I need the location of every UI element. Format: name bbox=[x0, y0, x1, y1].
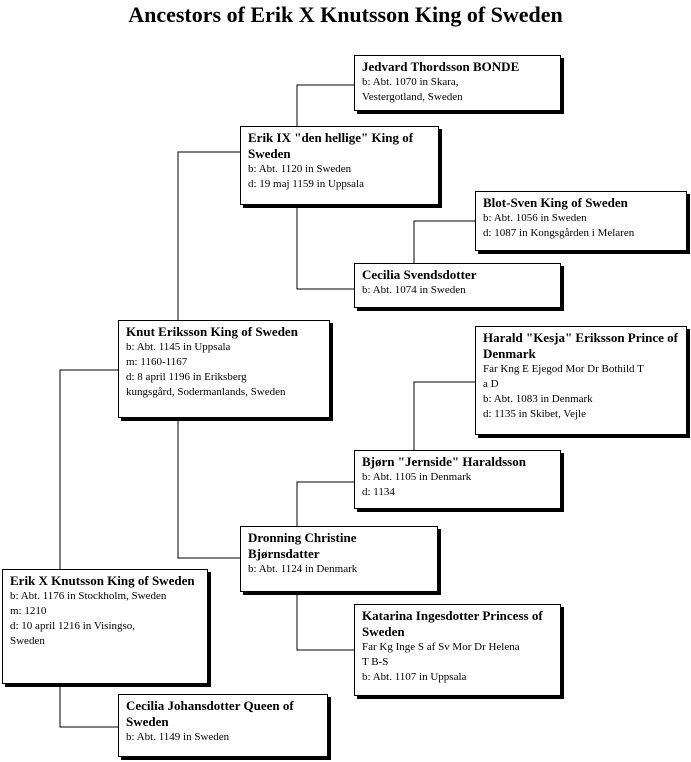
person-box-christine bbox=[240, 526, 438, 592]
person-box-katarina bbox=[354, 604, 561, 696]
chart-title: Ancestors of Erik X Knutsson King of Sweden bbox=[128, 2, 563, 27]
connector-erikx-mother bbox=[60, 684, 118, 727]
person-detail: b: Abt. 1145 in Uppsala bbox=[126, 341, 231, 353]
connector-knut-mother bbox=[178, 418, 240, 558]
connector-erikix-mother bbox=[297, 205, 354, 289]
connector-christine-mother bbox=[297, 592, 354, 650]
connector-erikx-father bbox=[60, 370, 118, 569]
person-detail: d: 10 april 1216 in Visingso, bbox=[10, 620, 136, 632]
person-detail: d: 1134 bbox=[362, 486, 395, 498]
person-detail: d: 8 april 1196 in Eriksberg bbox=[126, 371, 247, 383]
person-detail: d: 1087 in Kongsgården i Melaren bbox=[483, 227, 635, 239]
person-detail: b: Abt. 1120 in Sweden bbox=[248, 163, 352, 175]
person-name: Katarina Ingesdotter Princess of Sweden bbox=[362, 608, 543, 639]
person-box-knut bbox=[118, 320, 330, 418]
connector-bjorn-father bbox=[414, 382, 475, 450]
person-name: Dronning Christine Bjørnsdatter bbox=[248, 530, 357, 561]
connector-christine-father bbox=[297, 482, 354, 526]
person-box-erik-ix bbox=[240, 126, 439, 205]
person-name: Blot-Sven King of Sweden bbox=[483, 195, 628, 210]
person-detail: kungsgård, Sodermanlands, Sweden bbox=[126, 386, 286, 398]
person-box-cecilia-svendsdotter bbox=[354, 263, 561, 308]
person-name: Erik X Knutsson King of Sweden bbox=[10, 573, 195, 588]
person-detail: Far Kng E Ejegod Mor Dr Bothild T bbox=[483, 363, 644, 375]
person-detail: m: 1210 bbox=[10, 605, 47, 617]
person-name: Bjørn "Jernside" Haraldsson bbox=[362, 454, 526, 469]
person-box-harald bbox=[475, 326, 687, 435]
connector-knut-father bbox=[178, 152, 240, 320]
person-box-jedvard bbox=[354, 55, 561, 111]
person-detail: d: 1135 in Skibet, Vejle bbox=[483, 408, 586, 420]
person-detail: b: Abt. 1070 in Skara, bbox=[362, 76, 459, 88]
person-detail: Sweden bbox=[10, 635, 45, 647]
person-name: Erik IX "den hellige" King of Sweden bbox=[248, 130, 414, 161]
connector-cecilias-father bbox=[414, 221, 475, 263]
person-box-erik-x bbox=[2, 569, 208, 684]
person-detail: b: Abt. 1107 in Uppsala bbox=[362, 671, 467, 683]
person-name: Cecilia Svendsdotter bbox=[362, 267, 477, 282]
person-detail: Vestergotland, Sweden bbox=[362, 91, 463, 103]
person-name: Cecilia Johansdotter Queen of Sweden bbox=[126, 698, 294, 729]
person-box-blot-sven bbox=[475, 191, 687, 251]
person-detail: b: Abt. 1105 in Denmark bbox=[362, 471, 472, 483]
person-detail: b: Abt. 1124 in Denmark bbox=[248, 563, 358, 575]
person-name: Knut Eriksson King of Sweden bbox=[126, 324, 298, 339]
person-box-bjorn bbox=[354, 450, 561, 509]
person-detail: T B-S bbox=[362, 656, 389, 668]
person-detail: b: Abt. 1074 in Sweden bbox=[362, 284, 466, 296]
person-detail: a D bbox=[483, 378, 499, 390]
person-box-cecilia-johansdotter bbox=[118, 694, 328, 757]
person-detail: b: Abt. 1149 in Sweden bbox=[126, 731, 230, 743]
person-detail: d: 19 maj 1159 in Uppsala bbox=[248, 178, 364, 190]
connector-erikix-father bbox=[297, 85, 354, 126]
person-detail: b: Abt. 1083 in Denmark bbox=[483, 393, 593, 405]
person-detail: b: Abt. 1056 in Sweden bbox=[483, 212, 587, 224]
person-name: Jedvard Thordsson BONDE bbox=[362, 59, 520, 74]
person-detail: m: 1160-1167 bbox=[126, 356, 188, 368]
person-detail: Far Kg Inge S af Sv Mor Dr Helena bbox=[362, 641, 520, 653]
person-name: Harald "Kesja" Eriksson Prince of Denmark bbox=[483, 330, 678, 361]
person-detail: b: Abt. 1176 in Stockholm, Sweden bbox=[10, 590, 167, 602]
